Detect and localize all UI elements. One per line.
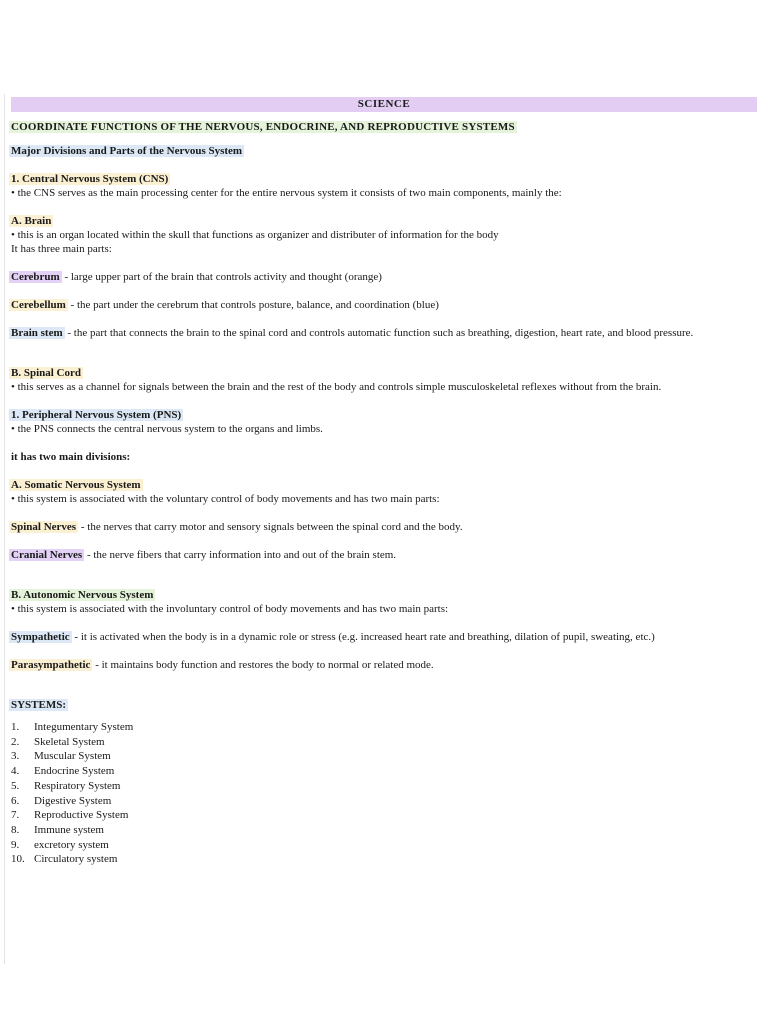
brain-desc: • this is an organ located within the skull that functions as organizer and distributer of information for the body xyxy=(11,229,499,241)
sympathetic-item xyxy=(11,630,757,644)
systems-heading xyxy=(11,698,757,712)
somatic-desc: • this system is associated with the voluntary control of body movements and has two main parts: xyxy=(11,493,440,505)
document-body xyxy=(11,120,757,867)
list-item-number: 2. xyxy=(11,735,20,748)
spinal-nerves-item xyxy=(11,520,757,534)
list-item-text: Digestive System xyxy=(34,794,112,807)
systems-list xyxy=(11,720,757,867)
brain-heading: A. Brain xyxy=(11,215,52,227)
cerebellum-term: Cerebellum xyxy=(11,299,66,311)
sympathetic-term: Sympathetic xyxy=(11,631,70,643)
parasympathetic-text: - it maintains body function and restores the body to normal or related mode. xyxy=(92,659,434,671)
list-item-number: 1. xyxy=(11,721,20,733)
list-item-text: Endocrine System xyxy=(34,765,115,778)
list-item-text: Immune system xyxy=(34,823,104,836)
list-item-text: Respiratory System xyxy=(34,779,121,792)
list-item-text: Skeletal System xyxy=(34,735,105,748)
pns-section xyxy=(11,408,757,436)
cns-heading: 1. Central Nervous System (CNS) xyxy=(11,173,169,185)
cerebellum-text: - the part under the cerebrum that controls posture, balance, and coordination (blue) xyxy=(67,299,439,311)
list-item-number: 7. xyxy=(11,809,20,822)
parasympathetic-term: Parasympathetic xyxy=(11,659,91,671)
list-item xyxy=(11,823,757,838)
cranial-nerves-item xyxy=(11,548,757,562)
sympathetic-text: - it is activated when the body is in a dynamic role or stress (e.g. increased heart rate and breathing, dilation of pupil, sweating, etc.) xyxy=(71,631,655,643)
spinal-nerves-term: Spinal Nerves xyxy=(11,521,77,533)
header-title: SCIENCE xyxy=(357,98,411,110)
list-item-text: Muscular System xyxy=(34,750,111,763)
list-item-text: Circulatory system xyxy=(34,853,118,866)
cns-section xyxy=(11,172,757,200)
cranial-nerves-text: - the nerve fibers that carry information into and out of the brain stem. xyxy=(84,549,397,561)
spinal-cord-desc: • this serves as a channel for signals between the brain and the rest of the body and controls simple musculoskeletal reflexes without from the brain. xyxy=(11,381,662,393)
somatic-section xyxy=(11,478,757,506)
spinal-cord-heading: B. Spinal Cord xyxy=(11,367,81,379)
list-item xyxy=(11,779,757,794)
list-item-number: 8. xyxy=(11,823,20,836)
systems-heading-text: SYSTEMS: xyxy=(11,699,67,711)
somatic-heading: A. Somatic Nervous System xyxy=(11,479,141,491)
list-item-number: 3. xyxy=(11,750,20,763)
cerebrum-text: - large upper part of the brain that controls activity and thought (orange) xyxy=(61,271,382,283)
list-item xyxy=(11,852,757,867)
sub-title-text: Major Divisions and Parts of the Nervous System xyxy=(11,145,243,157)
page-edge-line xyxy=(4,94,5,964)
parasympathetic-item xyxy=(11,658,757,672)
list-item-text: Integumentary System xyxy=(34,721,134,733)
cerebrum-item xyxy=(11,270,757,284)
spinal-cord-section xyxy=(11,366,757,394)
list-item xyxy=(11,838,757,853)
list-item xyxy=(11,794,757,809)
brain-stem-text: - the part that connects the brain to the spinal cord and controls automatic function such as breathing, digestion, heart rate, and blood pressure. xyxy=(64,327,694,339)
list-item-text: Reproductive System xyxy=(34,809,129,822)
autonomic-desc: • this system is associated with the involuntary control of body movements and has two main parts: xyxy=(11,603,449,615)
list-item-number: 6. xyxy=(11,794,20,807)
brain-section xyxy=(11,214,757,256)
brain-stem-item xyxy=(11,326,757,340)
list-item-number: 10. xyxy=(11,853,25,866)
spinal-nerves-text: - the nerves that carry motor and sensory signals between the spinal cord and the body. xyxy=(78,521,463,533)
cns-desc: • the CNS serves as the main processing center for the entire nervous system it consists of two main components, mainly the: xyxy=(11,187,562,199)
pns-heading: 1. Peripheral Nervous System (PNS) xyxy=(11,409,182,421)
brain-parts-intro: It has three main parts: xyxy=(11,243,112,255)
list-item-number: 9. xyxy=(11,838,20,851)
pns-desc: • the PNS connects the central nervous system to the organs and limbs. xyxy=(11,423,323,435)
list-item xyxy=(11,749,757,764)
cranial-nerves-term: Cranial Nerves xyxy=(11,549,83,561)
main-title xyxy=(11,120,757,134)
list-item-number: 5. xyxy=(11,779,20,792)
list-item xyxy=(11,720,757,735)
autonomic-section xyxy=(11,588,757,616)
autonomic-heading: B. Autonomic Nervous System xyxy=(11,589,154,601)
cerebrum-term: Cerebrum xyxy=(11,271,60,283)
sub-title xyxy=(11,144,757,158)
list-item xyxy=(11,764,757,779)
list-item-number: 4. xyxy=(11,765,20,778)
pns-divisions-intro: it has two main divisions: xyxy=(11,451,131,463)
main-title-text: COORDINATE FUNCTIONS OF THE NERVOUS, ENDOCRINE, AND REPRODUCTIVE SYSTEMS xyxy=(11,121,515,133)
brain-stem-term: Brain stem xyxy=(11,327,63,339)
list-item xyxy=(11,808,757,823)
list-item xyxy=(11,735,757,750)
list-item-text: excretory system xyxy=(34,838,109,851)
header-bar xyxy=(11,97,757,112)
cerebellum-item xyxy=(11,298,757,312)
